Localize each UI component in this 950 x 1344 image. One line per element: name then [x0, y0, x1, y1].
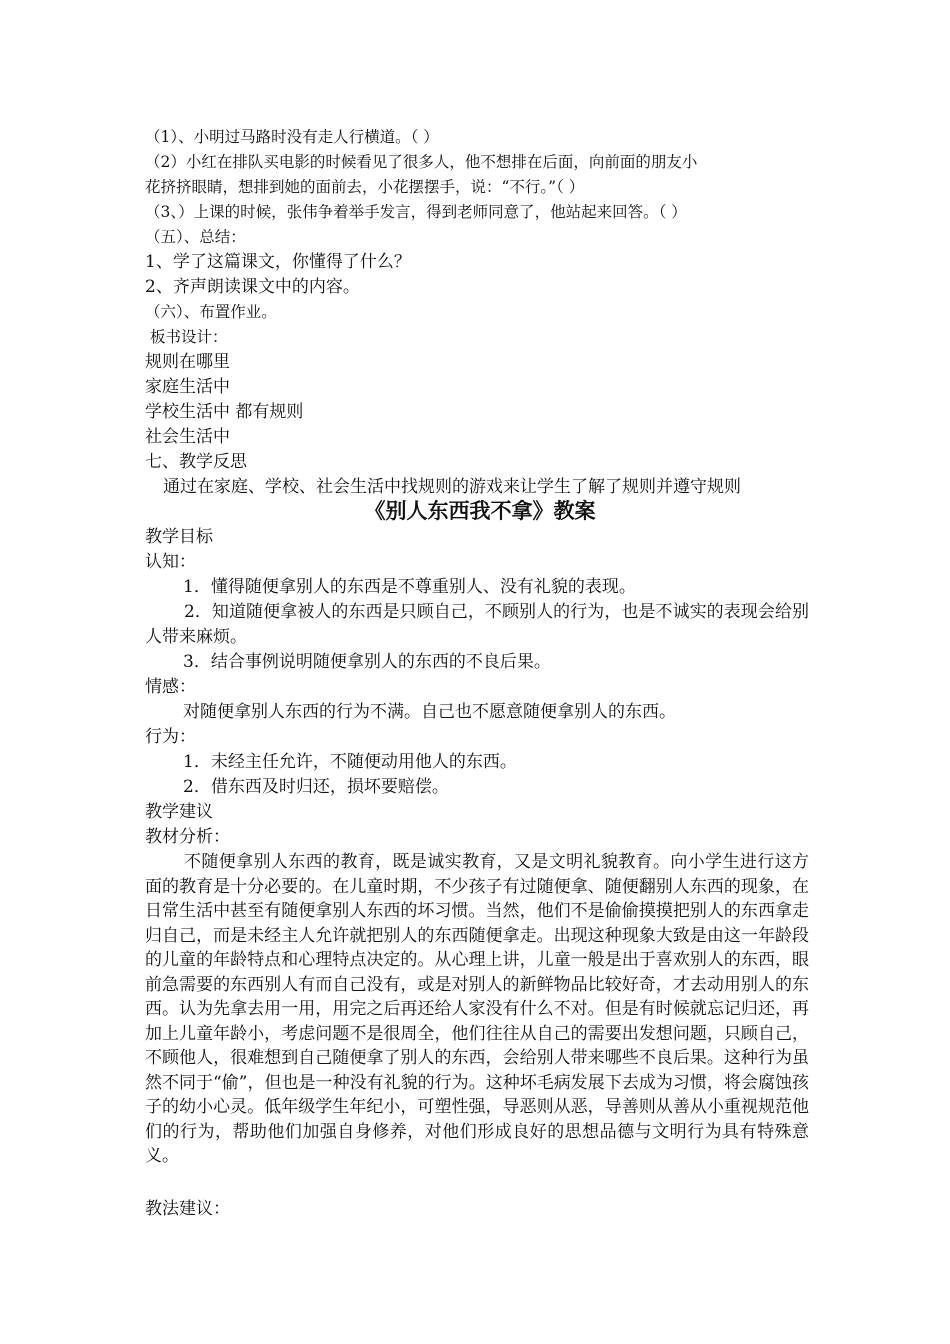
- suggestion-heading: 教学建议: [145, 802, 213, 822]
- summary-item-2: 2、齐声朗读课文中的内容。: [145, 277, 360, 297]
- board-line-3: 学校生活中 都有规则: [145, 402, 304, 422]
- homework-heading: （六）、布置作业。: [145, 303, 277, 321]
- question-3: （3、）上课的时候，张伟争着举手发言，得到老师同意了，他站起来回答。（ ）: [145, 203, 687, 221]
- cognition-item-1: 1．懂得随便拿别人的东西是不尊重别人、没有礼貌的表现。: [183, 577, 636, 597]
- board-line-1: 规则在哪里: [145, 352, 230, 372]
- material-analysis: 不随便拿别人东西的教育，既是诚实教育，又是文明礼貌教育。向小学生进行这方面的教育是十分必要的。在儿童时期，不少孩子有过随便拿、随便翻别人东西的现象，在日常生活中甚至有随便拿别人东西的坏习惯。当然，他们不是偷偷摸摸把别人的东西拿走归自己，而是未经主人允许就把别人的东西随便拿走。出现这种现象大致是由这一年龄段的儿童的年龄特点和心理特点决定的。从心理上讲，儿童一般是出于喜欢别人的东西，眼前急需要的东西别人有而自己没有，或是对别人的新鲜物品比较好奇，才去动用别人的东西。认为先拿去用一用，用完之后再还给人家没有什么不对。但是有时候就忘记归还，再加上儿童年龄小，考虑问题不是很周全，他们往往从自己的需要出发想问题，只顾自己，不顾他人，很难想到自己随便拿了别人的东西，会给别人带来哪些不良后果。这种行为虽然不同于“偷”，但也是一种没有礼貌的行为。这种坏毛病发展下去成为习惯，将会腐蚀孩子的幼小心灵。低年级学生年纪小，可塑性强，导恶则从恶，导善则从善从小重视规范他们的行为，帮助他们加强自身修养，对他们形成良好的思想品德与文明行为具有特殊意义。: [145, 852, 809, 1166]
- reflection-heading: 七、教学反思: [145, 452, 247, 472]
- reflection-text: 通过在家庭、学校、社会生活中找规则的游戏来让学生了解了规则并遵守规则: [163, 477, 741, 497]
- emotion-item-1: 对随便拿别人东西的行为不满。自己也不愿意随便拿别人的东西。: [183, 702, 676, 722]
- material-heading: 教材分析：: [145, 827, 230, 847]
- board-design-heading: 板书设计：: [150, 328, 228, 346]
- question-2-line-1: （2）小红在排队买电影的时候看见了很多人，他不想排在后面，向前面的朋友小: [145, 153, 698, 171]
- summary-item-1: 1、学了这篇课文，你懂得了什么？: [145, 252, 411, 272]
- method-heading: 教法建议：: [145, 1199, 230, 1219]
- cognition-heading: 认知：: [145, 552, 196, 572]
- summary-heading: （五）、总结：: [145, 228, 246, 246]
- behavior-item-2: 2．借东西及时归还，损坏要赔偿。: [183, 777, 449, 797]
- board-line-4: 社会生活中: [145, 427, 230, 447]
- cognition-item-2: 2．知道随便拿被人的东西是只顾自己，不顾别人的行为，也是不诚实的表现会给别人带来麻烦。: [145, 602, 809, 647]
- behavior-item-1: 1．未经主任允许，不随便动用他人的东西。: [183, 752, 517, 772]
- question-1: （1）、小明过马路时没有走人行横道。（ ）: [145, 128, 439, 146]
- emotion-heading: 情感：: [145, 677, 196, 697]
- board-line-2: 家庭生活中: [145, 377, 230, 397]
- lesson-title: 《别人东西我不拿》教案: [364, 499, 596, 523]
- behavior-heading: 行为：: [145, 727, 196, 747]
- goals-heading: 教学目标: [145, 527, 213, 547]
- question-2-line-2: 花挤挤眼睛，想排到她的面前去，小花摆摆手，说：“不行。”（ ）: [145, 178, 585, 196]
- cognition-item-3: 3．结合事例说明随便拿别人的东西的不良后果。: [183, 652, 551, 672]
